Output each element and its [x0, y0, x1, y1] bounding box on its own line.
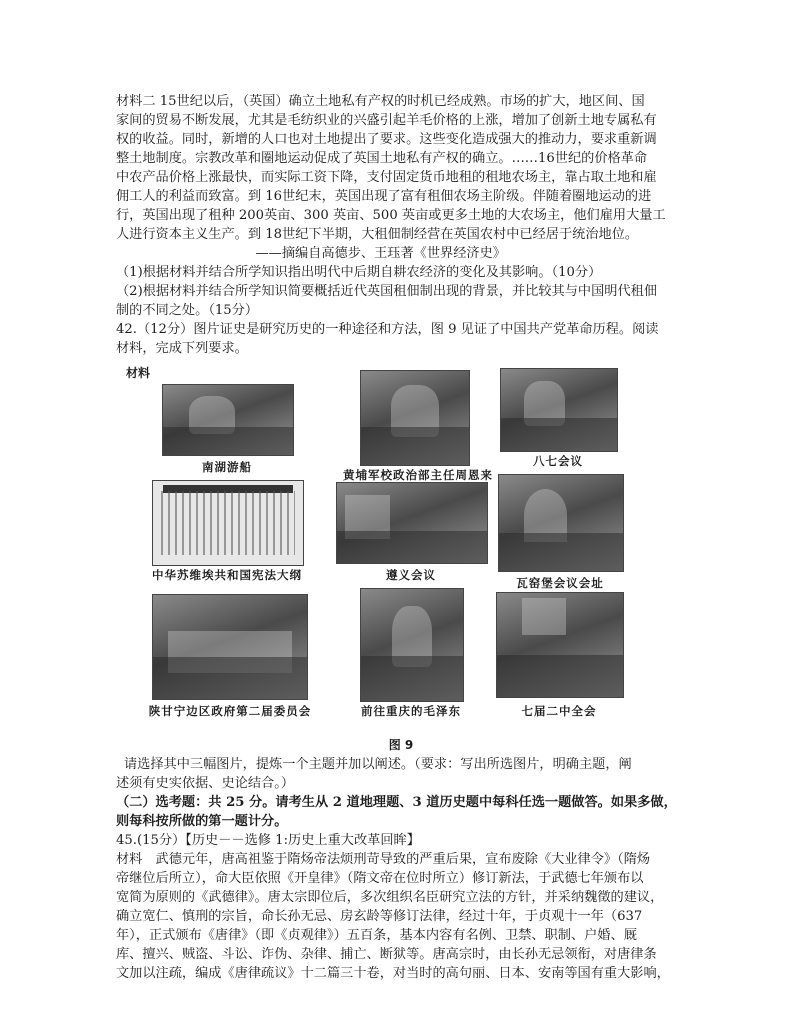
- photo-zhou-enlai: [360, 370, 470, 466]
- q42-instruction: 请选择其中三幅图片，提炼一个主题并加以阐述。（要求：写出所选图片，明确主题，阐: [124, 757, 632, 772]
- caption-5: 遵义会议: [386, 568, 436, 582]
- q41-part2-cont: 制的不同之处。（15分）: [116, 303, 259, 318]
- material-label: 材料: [126, 366, 151, 380]
- q45-line: 帝继位后所立），命大臣依照《开皇律》（隋文帝在位时所立）修订新法，于武德七年颁布以: [116, 871, 644, 886]
- q45-line: 库、擅兴、贼盗、斗讼、诈伪、杂律、捕亡、断狱等。唐高宗时，由长孙无忌领衔，对唐律条: [116, 947, 657, 962]
- photo-wayaobu-site: [498, 474, 624, 572]
- material2-line: 人进行资本主义生产。到 18世纪下半期，大租佃制经营在英国农村中已经居于统治地位。: [116, 227, 639, 242]
- photo-mao-to-chongqing: [360, 588, 464, 702]
- q42-stem-cont: 材料，完成下列要求。: [116, 341, 248, 356]
- material2-line: 佣工人的利益而致富。到 16世纪末，英国出现了富有租佃农场主阶级。伴随着圈地运动的进: [116, 189, 652, 204]
- caption-7: 陕甘宁边区政府第二届委员会: [148, 704, 312, 718]
- material2-line: 材料二 15世纪以后，（英国）确立土地私有产权的时机已经成熟。市场的扩大，地区间、国: [116, 94, 645, 109]
- caption-3: 八七会议: [533, 454, 583, 468]
- caption-6: 瓦窑堡会议会址: [516, 576, 604, 590]
- caption-9: 七届二中全会: [521, 704, 597, 718]
- section2-heading-cont: 则每科按所做的第一题计分。: [116, 814, 288, 829]
- q45-line: 材料 武德元年，唐高祖鉴于隋炀帝法烦刑苛导致的严重后果，宣布废除《大业律令》（隋炀: [116, 852, 651, 867]
- q41-part1: （1)根据材料并结合所学知识指出明代中后期自耕农经济的变化及其影响。（10分）: [116, 265, 602, 280]
- caption-2: 黄埔军校政治部主任周恩来: [343, 468, 493, 482]
- q45-line: 文加以注疏，编成《唐律疏议》十二篇三十卷，对当时的高句丽、日本、安南等国有重大影响，: [116, 966, 670, 981]
- caption-1: 南湖游船: [202, 460, 252, 474]
- photo-shaanganning-committee: [152, 594, 308, 700]
- material2-line: 家间的贸易不断发展，尤其是毛纺织业的兴盛引起羊毛价格的上涨，增加了创新土地专属私有: [116, 113, 657, 128]
- exam-page: [116, 92, 686, 983]
- material2-line: 整土地制度。宗教改革和圈地运动促成了英国土地私有产权的确立。……16世纪的价格革命: [116, 151, 648, 166]
- photo-nanhu-boat: [162, 384, 294, 456]
- material2-line: 中农产品价格上涨最快，而实际工资下降，支付固定货币地租的租地农场主，靠占取土地和雇: [116, 170, 657, 185]
- section2-heading: （二）选考题：共 25 分。请考生从 2 道地理题、3 道历史题中每科任选一题做答。如果多做，: [116, 795, 677, 810]
- photo-august7-meeting: [500, 368, 618, 452]
- q42-instruction-cont: 述须有史实依据、史论结合。）: [116, 776, 295, 791]
- figure-9: [122, 362, 687, 740]
- q41-part2: （2)根据材料并结合所学知识简要概括近代英国租佃制出现的背景，并比较其与中国明代租佃: [116, 284, 658, 299]
- material2-line: 权的收益。同时，新增的人口也对土地提出了要求。这些变化造成强大的推动力，要求重新调: [116, 132, 657, 147]
- photo-soviet-constitution: [152, 480, 304, 566]
- q45-header: 45.(15分）【历史－－选修 1:历史上重大改革回眸】: [116, 833, 420, 848]
- q42-stem: 42.（12分）图片证史是研究历史的一种途径和方法，图 9 见证了中国共产党革命历程。阅读: [116, 322, 659, 337]
- photo-zunyi-meeting: [336, 482, 488, 564]
- figure-number: 图 9: [388, 738, 414, 752]
- q45-line: 年），正式颁布《唐律》（即《贞观律》）五百条，基本内容有名例、卫禁、职制、户婚、厩: [116, 928, 637, 943]
- caption-4: 中华苏维埃共和国宪法大纲: [152, 568, 302, 582]
- q45-line: 宽简为原则的《武德律》。唐太宗即位后，多次组织名臣研究立法的方针，并采纳魏徵的建议，: [116, 890, 664, 905]
- material2-source: ——摘编自高德步、王珏著《世界经济史》: [255, 246, 506, 261]
- caption-8: 前往重庆的毛泽东: [361, 704, 461, 718]
- material2-line: 行，英国出现了租种 200英亩、300 英亩、500 英亩或更多土地的大农场主，他们雇用大量工: [116, 208, 666, 223]
- photo-7th-plenum: [496, 592, 624, 698]
- q45-line: 确立宽仁、慎刑的宗旨，命长孙无忌、房玄龄等修订法律，经过十年，于贞观十一年（637: [116, 909, 643, 924]
